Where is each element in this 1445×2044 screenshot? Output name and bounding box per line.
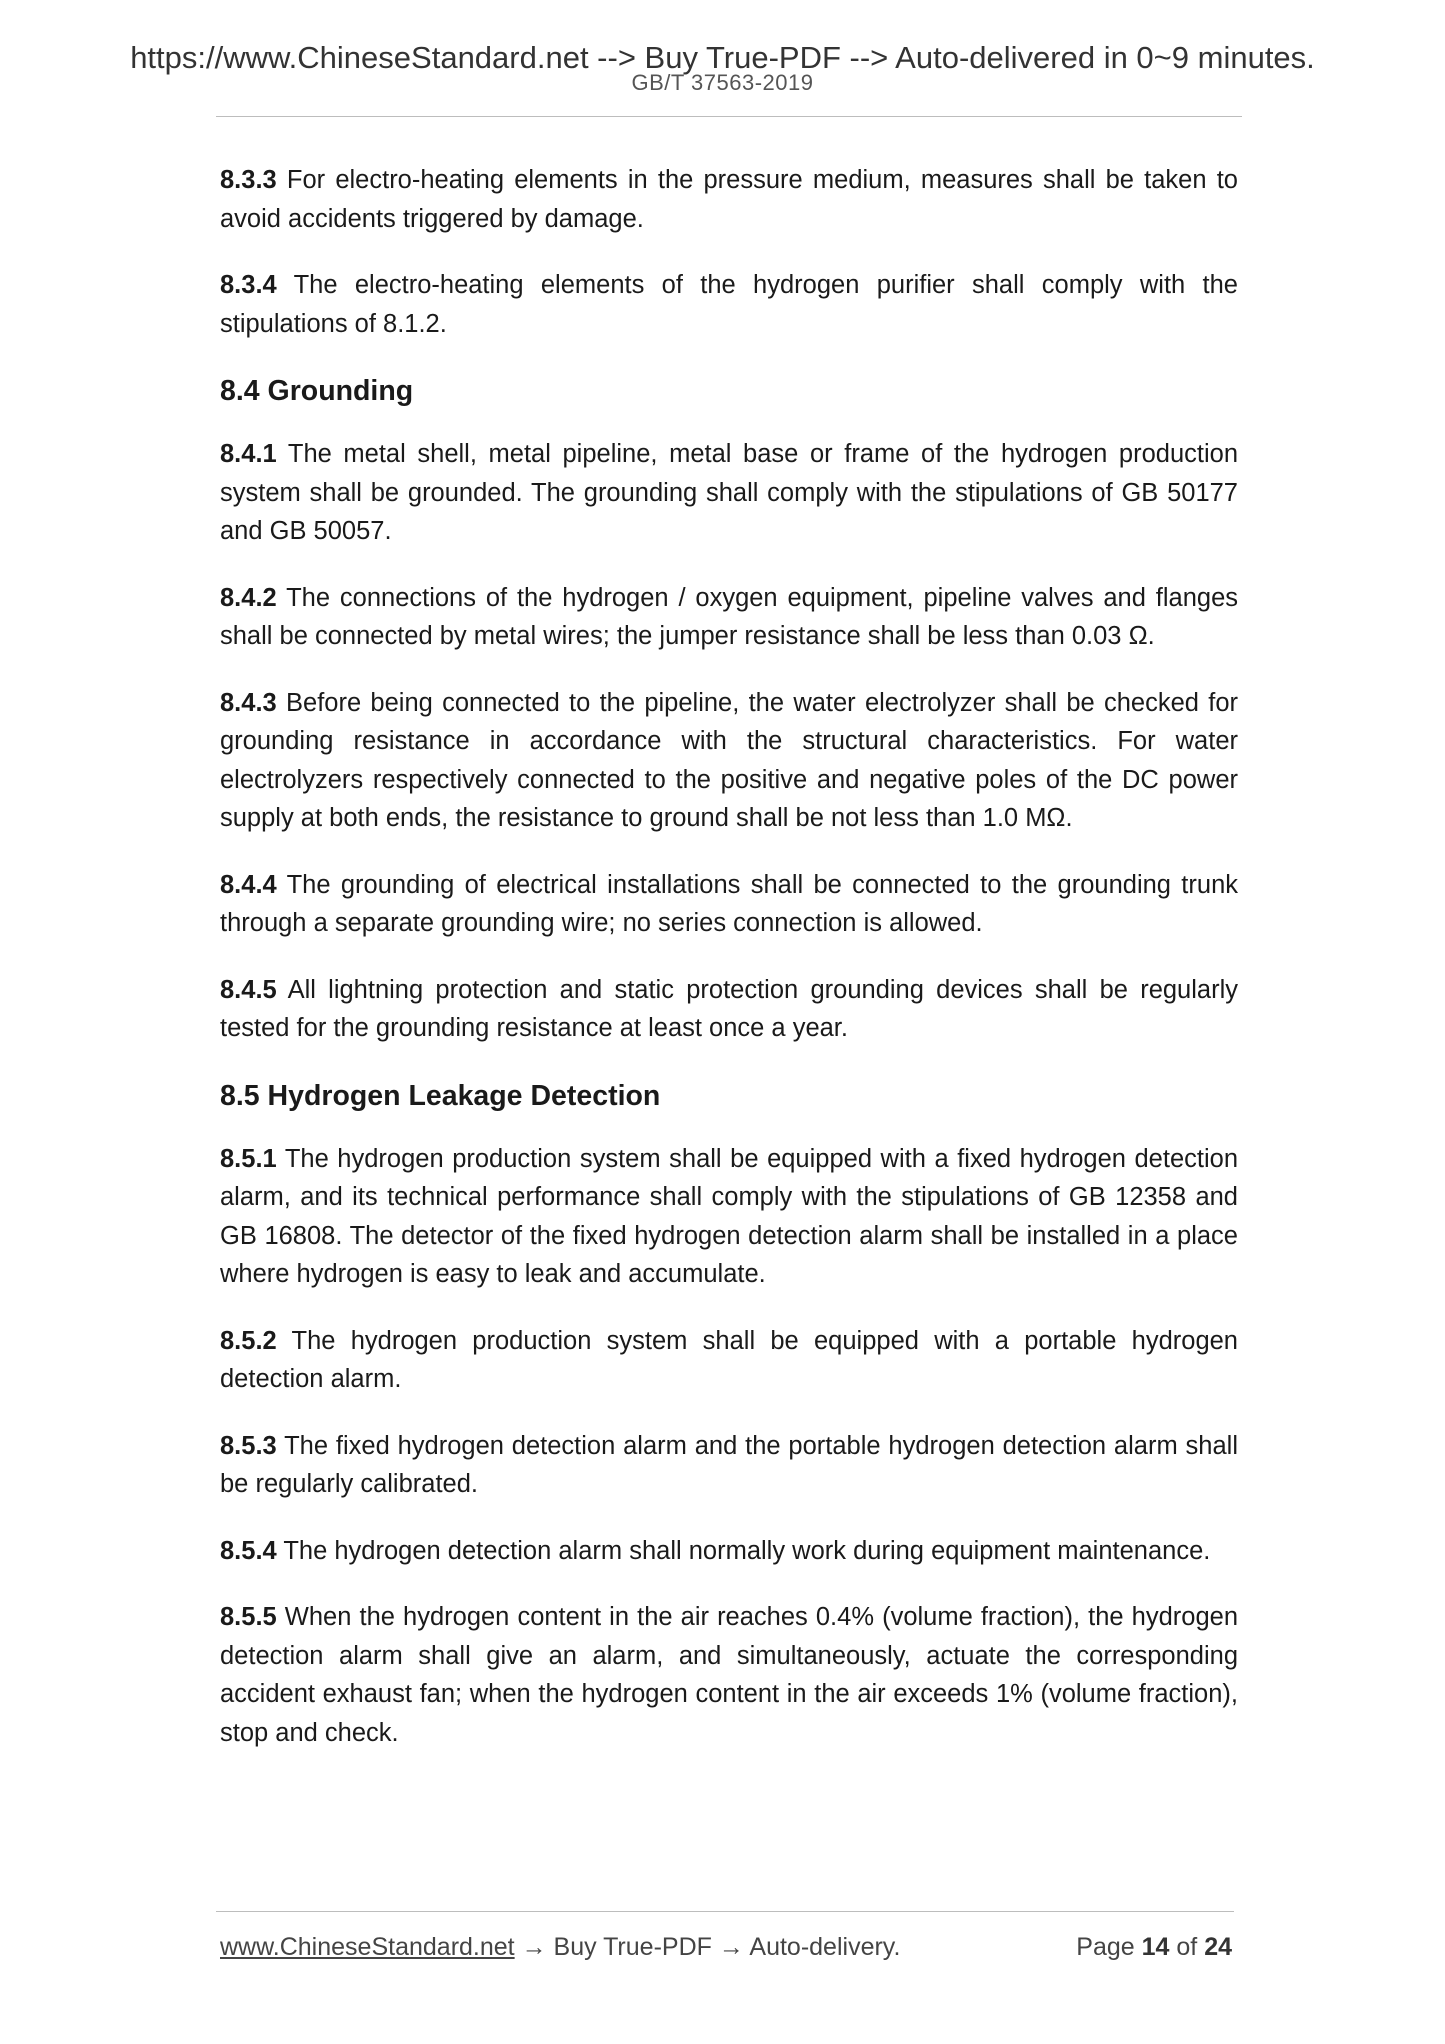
footer-divider (216, 1911, 1234, 1912)
clause-number: 8.4.4 (220, 870, 277, 899)
standard-code: GB/T 37563-2019 (631, 70, 814, 95)
clause-number: 8.5.2 (220, 1326, 277, 1355)
clause-8-4-3 (220, 684, 1238, 838)
clause-number: 8.4.2 (220, 583, 277, 612)
clause-number: 8.3.3 (220, 166, 277, 194)
clause-8-5-5 (220, 1598, 1238, 1752)
clause-8-5-3 (220, 1427, 1238, 1504)
clause-number: 8.5.1 (220, 1144, 277, 1173)
clause-number: 8.4.1 (220, 440, 277, 468)
clause-text: The hydrogen production system shall be equipped with a portable hydrogen detection alarm. (220, 1326, 1238, 1393)
clause-8-3-3 (220, 161, 1238, 238)
clause-number: 8.5.5 (220, 1603, 277, 1631)
page-footer (220, 1933, 1232, 1962)
page-indicator (1076, 1933, 1232, 1962)
current-page-number: 14 (1141, 1933, 1170, 1961)
top-banner[interactable]: https://www.ChineseStandard.net --> Buy True-PDF --> Auto-delivered in 0~9 minutes. (130, 40, 1315, 75)
clause-text: The hydrogen production system shall be equipped with a fixed hydrogen detection alarm, and its technical performance shall comply with the stipulations of GB 12358 and GB 16808. The detector of the fixed hydrogen detection alarm shall be installed in a place where hydrogen is easy to leak and accumulate. (220, 1144, 1238, 1288)
clause-text: The fixed hydrogen detection alarm and the portable hydrogen detection alarm shall be regularly calibrated. (220, 1431, 1238, 1498)
clause-8-5-1 (220, 1140, 1238, 1294)
clause-8-4-4 (220, 866, 1238, 943)
document-body (220, 161, 1238, 1780)
clause-number: 8.4.3 (220, 688, 277, 717)
page-label: Page (1076, 1933, 1142, 1961)
clause-text: Before being connected to the pipeline, the water electrolyzer shall be checked for grounding resistance in accordance with the structural characteristics. For water electrolyzers respectively connected to the positive and negative poles of the DC power supply at both ends, the resistance to ground shall be not less than 1.0 MΩ. (220, 688, 1238, 832)
clause-number: 8.3.4 (220, 271, 277, 299)
clause-8-4-1 (220, 435, 1238, 551)
clause-8-5-4 (220, 1532, 1238, 1571)
clause-number: 8.5.3 (220, 1431, 277, 1460)
clause-text: The grounding of electrical installations shall be connected to the grounding trunk through a separate grounding wire; no series connection is allowed. (220, 870, 1238, 937)
clause-8-4-5 (220, 971, 1238, 1048)
clause-8-3-4 (220, 266, 1238, 343)
footer-tagline: → Buy True-PDF → Auto-delivery. (514, 1933, 901, 1961)
total-pages-number: 24 (1204, 1933, 1232, 1961)
of-label: of (1169, 1933, 1205, 1961)
clause-text: When the hydrogen content in the air reaches 0.4% (volume fraction), the hydrogen detection alarm shall give an alarm, and simultaneously, actuate the corresponding accident exhaust fan; when the hydrogen content in the air exceeds 1% (volume fraction), stop and check. (220, 1603, 1238, 1747)
clause-text: All lightning protection and static protection grounding devices shall be regularly tested for the grounding resistance at least once a year. (220, 975, 1238, 1042)
clause-text: The metal shell, metal pipeline, metal base or frame of the hydrogen production system shall be grounded. The grounding shall comply with the stipulations of GB 50177 and GB 50057. (220, 440, 1238, 545)
footer-site-link[interactable]: www.ChineseStandard.net (220, 1933, 515, 1961)
clause-8-4-2 (220, 579, 1238, 656)
clause-text: The hydrogen detection alarm shall normally work during equipment maintenance. (276, 1536, 1211, 1565)
clause-text: For electro-heating elements in the pressure medium, measures shall be taken to avoid accidents triggered by damage. (220, 166, 1238, 233)
header-divider (216, 116, 1242, 117)
section-heading-grounding: 8.4 Grounding (220, 375, 414, 407)
clause-text: The connections of the hydrogen / oxygen equipment, pipeline valves and flanges shall be connected by metal wires; the jumper resistance shall be less than 0.03 Ω. (220, 583, 1238, 650)
clause-number: 8.4.5 (220, 975, 277, 1004)
clause-text: The electro-heating elements of the hydrogen purifier shall comply with the stipulations of 8.1.2. (220, 271, 1238, 338)
clause-8-5-2 (220, 1322, 1238, 1399)
section-heading-hydrogen-leakage: 8.5 Hydrogen Leakage Detection (220, 1079, 661, 1112)
clause-number: 8.5.4 (220, 1536, 277, 1565)
